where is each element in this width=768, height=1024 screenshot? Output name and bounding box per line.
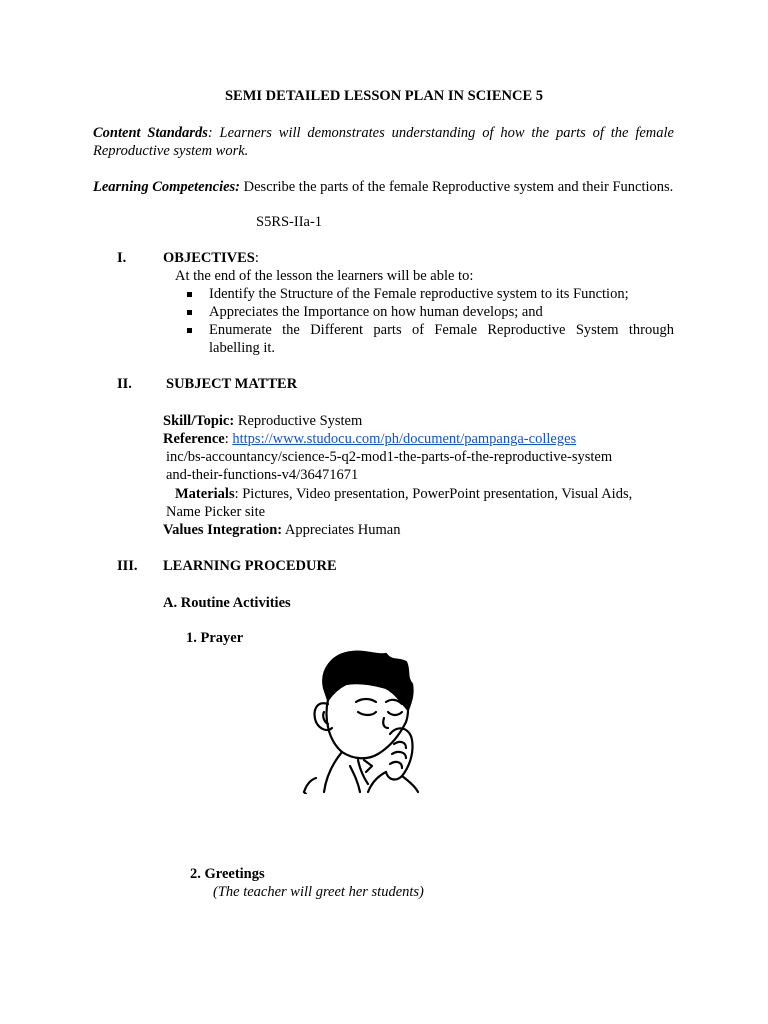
prayer-heading: 1. Prayer (186, 630, 244, 646)
greetings-heading: 2. Greetings (190, 866, 265, 882)
procedure-numeral: III. (117, 558, 138, 574)
values-value: Appreciates Human (282, 522, 401, 538)
skill-topic-value: Reproductive System (234, 413, 363, 429)
reference: Reference: https://www.studocu.com/ph/document/pampanga-colleges (163, 431, 577, 447)
routine-activities-heading: A. Routine Activities (163, 595, 291, 611)
skill-topic (163, 413, 362, 430)
objectives-numeral: I. (117, 250, 127, 266)
subject-matter-numeral: II. (117, 376, 132, 392)
reference-label: Reference (163, 431, 225, 447)
bullet-square-icon (187, 292, 192, 297)
objective-item: Identify the Structure of the Female reproductive system to its Function; (209, 286, 629, 302)
competency-code: S5RS-IIa-1 (256, 214, 323, 230)
praying-boy-illustration (302, 648, 434, 794)
objectives-intro: At the end of the lesson the learners will be able to: (175, 268, 474, 284)
materials-cont: Name Picker site (166, 504, 266, 520)
content-standards-label: Content Standards (93, 125, 208, 141)
skill-topic-label: Skill/Topic: (163, 413, 235, 429)
materials-label: Materials (175, 486, 235, 502)
learning-competencies-text: Describe the parts of the female Reproductive system and their Functions. (240, 179, 674, 195)
objective-item: Enumerate the Different parts of Female Reproductive System through (209, 322, 674, 338)
bullet-square-icon (187, 310, 192, 315)
bullet-square-icon (187, 328, 192, 333)
content-standards-text: : Learners will demonstrates understanding of how the parts of the female Reproductive system work. (93, 125, 674, 159)
values-label: Values Integration: (163, 522, 283, 538)
materials (175, 486, 632, 503)
objectives-heading: OBJECTIVES: (163, 250, 259, 266)
objective-item-cont: labelling it. (209, 340, 276, 356)
page-title: SEMI DETAILED LESSON PLAN IN SCIENCE 5 (224, 88, 543, 104)
greetings-note: (The teacher will greet her students) (213, 884, 424, 900)
learning-competencies (93, 178, 674, 196)
reference-link[interactable]: https://www.studocu.com/ph/document/pampanga-colleges (232, 431, 577, 447)
reference-cont: and-their-functions-v4/36471671 (166, 467, 359, 483)
procedure-heading: LEARNING PROCEDURE (163, 558, 337, 574)
values-integration (163, 522, 401, 539)
objective-item: Appreciates the Importance on how human develops; and (209, 304, 543, 320)
learning-competencies-label: Learning Competencies: (93, 179, 241, 195)
content-standards (93, 124, 674, 160)
subject-matter-heading: SUBJECT MATTER (166, 376, 298, 392)
materials-value: : Pictures, Video presentation, PowerPoint presentation, Visual Aids, (234, 486, 633, 502)
reference-cont: inc/bs-accountancy/science-5-q2-mod1-the-parts-of-the-reproductive-system (166, 449, 613, 465)
